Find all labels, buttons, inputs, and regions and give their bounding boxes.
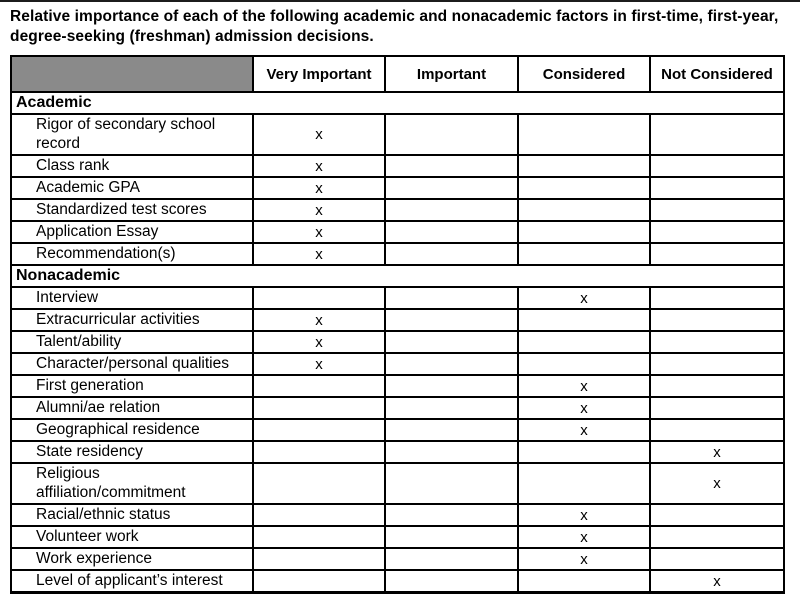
empty-rating-cell <box>650 353 784 375</box>
section-label: Academic <box>11 92 784 114</box>
factor-label: Geographical residence <box>11 419 253 441</box>
factor-row <box>11 287 784 309</box>
factor-label: Extracurricular activities <box>11 309 253 331</box>
empty-rating-cell <box>385 155 518 177</box>
empty-rating-cell <box>650 243 784 265</box>
factor-row <box>11 155 784 177</box>
factor-row <box>11 419 784 441</box>
empty-rating-cell <box>650 155 784 177</box>
rating-mark-cell: x <box>253 114 385 155</box>
admission-factors-table <box>10 55 785 594</box>
empty-rating-cell <box>253 397 385 419</box>
factor-row <box>11 331 784 353</box>
empty-rating-cell <box>385 504 518 526</box>
rating-mark-cell: x <box>253 309 385 331</box>
empty-rating-cell <box>650 331 784 353</box>
rating-mark-cell: x <box>518 419 650 441</box>
empty-rating-cell <box>385 397 518 419</box>
empty-rating-cell <box>253 419 385 441</box>
rating-mark-cell: x <box>253 221 385 243</box>
empty-rating-cell <box>253 441 385 463</box>
table-header-row <box>11 56 784 92</box>
empty-rating-cell <box>385 287 518 309</box>
rating-mark-cell: x <box>518 504 650 526</box>
empty-rating-cell <box>385 548 518 570</box>
column-header-important: Important <box>385 56 518 92</box>
empty-rating-cell <box>650 397 784 419</box>
empty-rating-cell <box>650 114 784 155</box>
column-header-very-important: Very Important <box>253 56 385 92</box>
factor-row <box>11 114 784 155</box>
rating-mark-cell: x <box>650 570 784 593</box>
factor-label: Standardized test scores <box>11 199 253 221</box>
empty-rating-cell <box>253 375 385 397</box>
empty-rating-cell <box>518 353 650 375</box>
factor-row <box>11 221 784 243</box>
rating-mark-cell: x <box>253 199 385 221</box>
factor-label: Character/personal qualities <box>11 353 253 375</box>
empty-rating-cell <box>518 221 650 243</box>
section-label: Nonacademic <box>11 265 784 287</box>
factor-label: Level of applicant’s interest <box>11 570 253 593</box>
empty-rating-cell <box>385 375 518 397</box>
factor-row <box>11 199 784 221</box>
empty-rating-cell <box>253 570 385 593</box>
empty-rating-cell <box>650 419 784 441</box>
empty-rating-cell <box>385 353 518 375</box>
factor-row <box>11 397 784 419</box>
factor-row <box>11 177 784 199</box>
empty-rating-cell <box>650 287 784 309</box>
empty-rating-cell <box>385 177 518 199</box>
empty-rating-cell <box>518 570 650 593</box>
empty-rating-cell <box>385 114 518 155</box>
empty-rating-cell <box>650 548 784 570</box>
factor-label: Interview <box>11 287 253 309</box>
corner-header-cell <box>11 56 253 92</box>
factor-label: Rigor of secondary school record <box>11 114 253 155</box>
rating-mark-cell: x <box>518 526 650 548</box>
rating-mark-cell: x <box>253 331 385 353</box>
empty-rating-cell <box>518 243 650 265</box>
empty-rating-cell <box>518 155 650 177</box>
factor-label: Application Essay <box>11 221 253 243</box>
empty-rating-cell <box>518 441 650 463</box>
empty-rating-cell <box>650 309 784 331</box>
factor-row <box>11 504 784 526</box>
factor-row <box>11 309 784 331</box>
scan-edge-line <box>0 0 800 2</box>
empty-rating-cell <box>518 177 650 199</box>
rating-mark-cell: x <box>253 243 385 265</box>
empty-rating-cell <box>385 463 518 504</box>
factor-row <box>11 463 784 504</box>
empty-rating-cell <box>518 463 650 504</box>
empty-rating-cell <box>650 177 784 199</box>
factor-row <box>11 441 784 463</box>
rating-mark-cell: x <box>650 463 784 504</box>
empty-rating-cell <box>650 375 784 397</box>
empty-rating-cell <box>385 331 518 353</box>
factor-label: Religious affiliation/commitment <box>11 463 253 504</box>
empty-rating-cell <box>385 419 518 441</box>
factor-row <box>11 353 784 375</box>
empty-rating-cell <box>253 287 385 309</box>
factor-row <box>11 570 784 593</box>
section-row <box>11 265 784 287</box>
empty-rating-cell <box>518 199 650 221</box>
factor-label: Recommendation(s) <box>11 243 253 265</box>
factor-label: Academic GPA <box>11 177 253 199</box>
empty-rating-cell <box>385 199 518 221</box>
factor-row <box>11 548 784 570</box>
page-title: Relative importance of each of the following academic and nonacademic factors in first-time, first-year, degree-seeking (freshman) admission decisions. <box>10 8 779 45</box>
rating-mark-cell: x <box>253 353 385 375</box>
factor-label: State residency <box>11 441 253 463</box>
empty-rating-cell <box>385 570 518 593</box>
empty-rating-cell <box>385 441 518 463</box>
empty-rating-cell <box>518 309 650 331</box>
empty-rating-cell <box>518 114 650 155</box>
empty-rating-cell <box>385 309 518 331</box>
factor-row <box>11 526 784 548</box>
empty-rating-cell <box>385 243 518 265</box>
factor-row <box>11 375 784 397</box>
factor-label: Talent/ability <box>11 331 253 353</box>
section-row <box>11 92 784 114</box>
factor-label: Work experience <box>11 548 253 570</box>
rating-mark-cell: x <box>518 287 650 309</box>
empty-rating-cell <box>518 331 650 353</box>
empty-rating-cell <box>650 199 784 221</box>
table-body <box>11 92 784 593</box>
empty-rating-cell <box>385 526 518 548</box>
factor-label: Racial/ethnic status <box>11 504 253 526</box>
empty-rating-cell <box>650 526 784 548</box>
empty-rating-cell <box>253 463 385 504</box>
rating-mark-cell: x <box>518 548 650 570</box>
rating-mark-cell: x <box>253 155 385 177</box>
factor-row <box>11 243 784 265</box>
rating-mark-cell: x <box>253 177 385 199</box>
empty-rating-cell <box>650 504 784 526</box>
column-header-not-considered: Not Considered <box>650 56 784 92</box>
factor-label: Volunteer work <box>11 526 253 548</box>
rating-mark-cell: x <box>518 375 650 397</box>
rating-mark-cell: x <box>518 397 650 419</box>
rating-mark-cell: x <box>650 441 784 463</box>
empty-rating-cell <box>253 504 385 526</box>
factor-label: Alumni/ae relation <box>11 397 253 419</box>
factor-label: Class rank <box>11 155 253 177</box>
empty-rating-cell <box>253 526 385 548</box>
empty-rating-cell <box>385 221 518 243</box>
empty-rating-cell <box>253 548 385 570</box>
factor-label: First generation <box>11 375 253 397</box>
empty-rating-cell <box>650 221 784 243</box>
column-header-considered: Considered <box>518 56 650 92</box>
